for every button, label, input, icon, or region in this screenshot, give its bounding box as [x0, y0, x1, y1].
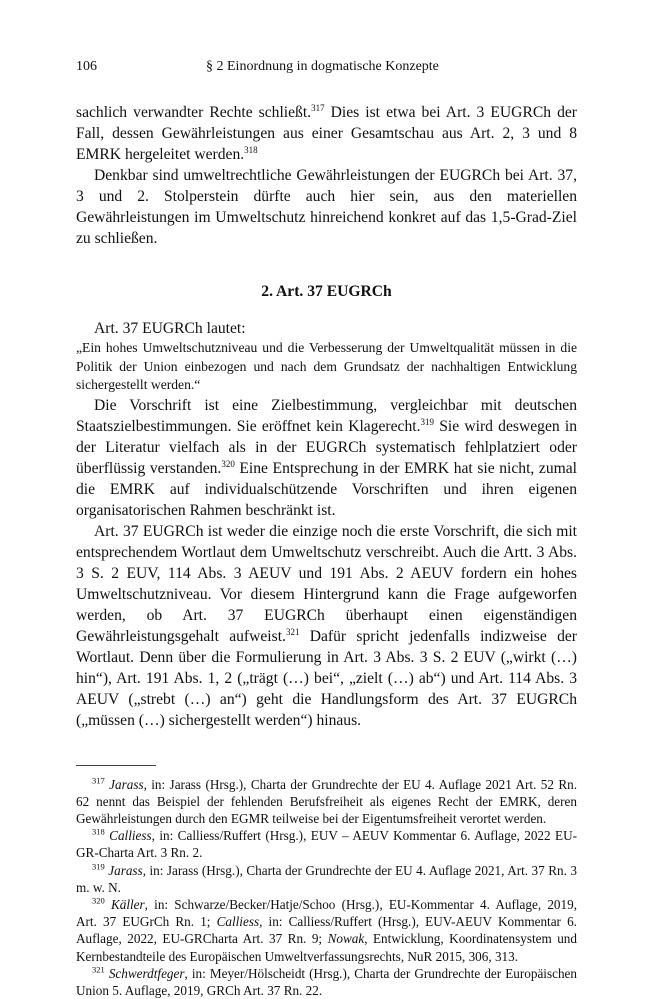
footnote-number: 317: [92, 775, 105, 785]
footnote-author: Nowak: [328, 931, 365, 946]
running-header: [76, 58, 577, 76]
footnote-ref: 319: [421, 416, 435, 426]
text-run: Die Vorschrift ist eine Zielbestimmung, vergleichbar mit deutschen Staatszielbestimmungen. Sie eröffnet kein Klagerecht.: [76, 397, 577, 435]
footnote-text: , in: Meyer/Hölscheidt (Hrsg.), Charta der Grundrechte der Europäischen Union 5. Auflage, 2019, GRCh Art. 37 Rn. 22.: [76, 966, 577, 998]
text-run: Art. 37 EUGRCh ist weder die einzige noch die erste Vorschrift, die sich mit entsprechendem Wortlaut dem Umweltschutz verschreibt. Auch die Artt. 3 Abs. 3 S. 2 EUV, 114 Abs. 3 AEUV und 191 Abs. 2 AEUV fordern ein hohes Umweltschutzniveau. Vor diesem Hintergrund kann die Frage aufgeworfen werden, ob Art. 37 EUGRCh überhaupt einen eigenständigen Gewährleistungsgehalt aufweist.: [76, 523, 577, 645]
footnote: [76, 896, 577, 965]
footnote-number: 320: [92, 896, 105, 906]
footnote-ref: 320: [221, 458, 235, 468]
footnote-text: , in: Jarass (Hrsg.), Charta der Grundrechte der EU 4. Auflage 2021, Art. 37 Rn. 3 m. w. N.: [76, 863, 577, 895]
footnote-text: , Entwicklung, Koordinatensystem und Kernbestandteile des Europäischen Umweltverfassungsrechts, NuR 2015, 306, 313.: [76, 931, 577, 963]
footnote: [76, 827, 577, 861]
footnote: [76, 862, 577, 896]
body-text: [76, 102, 577, 731]
text-run: Sie wird deswegen in der Literatur vielfach als in der EUGRCh systematisch fehlplatziert oder überflüssig verstanden.: [76, 418, 577, 477]
paragraph: [76, 102, 577, 165]
footnotes: [76, 776, 577, 999]
paragraph: [76, 521, 577, 731]
footnote-author: Jarass: [108, 863, 142, 878]
quote-intro: Art. 37 EUGRCh lautet:: [76, 318, 577, 339]
document-page: [76, 58, 577, 999]
footnote: [76, 965, 577, 999]
text-run: sachlich verwandter Rechte schließt.: [76, 104, 311, 121]
paragraph: [76, 395, 577, 521]
footnote-number: 319: [92, 861, 105, 871]
footnote-separator: [76, 765, 156, 766]
footnote-text: , in: Calliess/Ruffert (Hrsg.), EUV-AEUV Kommentar 6. Auflage, 2022, EU-GRCharta Art. 37 Rn. 9;: [76, 914, 577, 946]
block-quote: „Ein hohes Umweltschutzniveau und die Verbesserung der Umweltqualität müssen in die Politik der Union einbezogen und nach dem Grundsatz der nachhaltigen Entwicklung sichergestellt werden.“: [76, 339, 577, 395]
footnote-number: 321: [92, 964, 105, 974]
page-number: 106: [76, 58, 206, 76]
text-run: Dafür spricht jedenfalls indizweise der Wortlaut. Denn über die Formulierung in Art. 3 Abs. 3 S. 2 EUV („wirkt (…) hin“), Art. 191 Abs. 1, 2 („trägt (…) bei“, „zielt (…) ab“) und Art. 114 Abs. 3 AEUV („strebt (…) an“) geht die Handlungsform des Art. 37 EUGRCh („müssen (…) sichergestellt werden“) hinaus.: [76, 628, 577, 729]
footnote-ref: 317: [311, 103, 325, 113]
footnote-author: Jarass: [109, 777, 143, 792]
footnote: [76, 776, 577, 828]
footnote-author: Käller: [111, 897, 145, 912]
footnote-text: , in: Jarass (Hrsg.), Charta der Grundrechte der EU 4. Auflage 2021 Art. 52 Rn. 62 nennt das Beispiel der fehlenden Berufsfreiheit als eigenes Recht der EMRK, deren Gewährleistungen durch den EGMR teilweise bei der Eigentumsfreiheit verortet werden.: [76, 777, 577, 826]
footnote-author: Calliess: [109, 828, 152, 843]
section-heading: 2. Art. 37 EUGRCh: [76, 281, 577, 302]
footnote-text: , in: Calliess/Ruffert (Hrsg.), EUV – AEUV Kommentar 6. Auflage, 2022 EU-GR-Charta Art. 3 Rn. 2.: [76, 828, 577, 860]
footnote-number: 318: [92, 827, 105, 837]
text-run: Eine Entsprechung in der EMRK hat sie nicht, zumal die EMRK auf individualschützende Vorschriften und ihren eigenen organisatorischen Rahmen beschränkt ist.: [76, 460, 577, 519]
footnote-ref: 318: [244, 145, 258, 155]
text-run: Dies ist etwa bei Art. 3 EUGRCh der Fall, dessen Gewährleistungen aus einer Gesamtschau aus Art. 2, 3 und 8 EMRK hergeleitet werden.: [76, 104, 577, 163]
footnote-ref: 321: [286, 626, 300, 636]
running-title: § 2 Einordnung in dogmatische Konzepte: [206, 58, 577, 76]
footnote-author: Calliess: [217, 914, 260, 929]
paragraph: Denkbar sind umweltrechtliche Gewährleistungen der EUGRCh bei Art. 37, 3 und 2. Stolperstein dürfte auch hier sein, aus den materiellen Gewährleistungen im Umweltschutz hinreichend konkret auf das 1,5-Grad-Ziel zu schließen.: [76, 165, 577, 249]
footnote-text: , in: Schwarze/Becker/Hatje/Schoo (Hrsg.), EU-Kommentar 4. Auflage, 2019, Art. 37 EUGrCh Rn. 1;: [76, 897, 577, 929]
footnote-author: Schwerdtfeger: [109, 966, 185, 981]
